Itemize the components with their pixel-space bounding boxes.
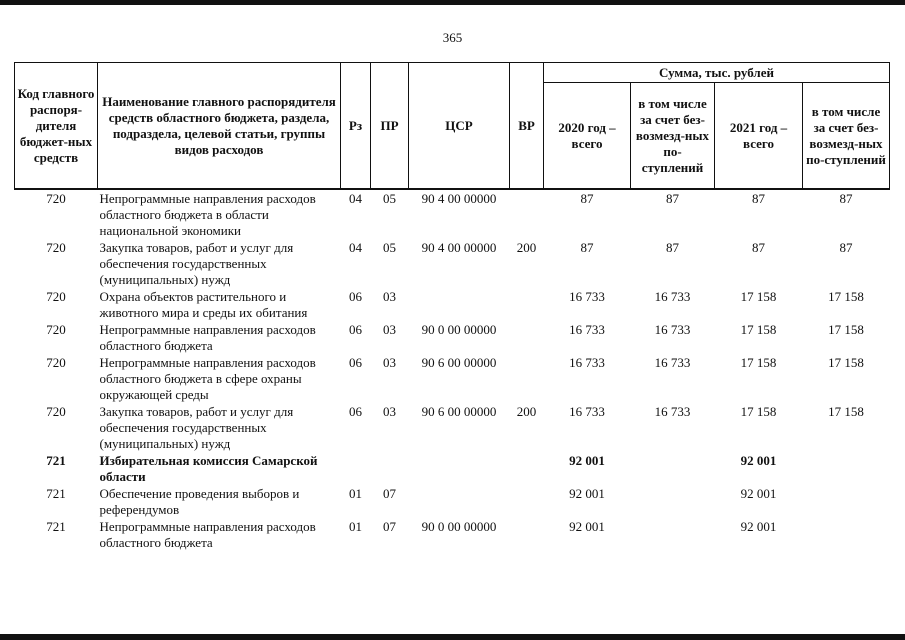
name-cell: Непрограммные направления расходов областного бюджета в сфере охраны окружающей среды bbox=[99, 355, 316, 402]
sum-2021-cell: 92 001 bbox=[740, 519, 777, 534]
rz-cell: 04 bbox=[349, 191, 362, 206]
header-sum: Сумма, тыс. рублей bbox=[544, 63, 890, 83]
budget-table bbox=[14, 62, 890, 551]
code-cell: 720 bbox=[46, 355, 66, 370]
rz-cell: 06 bbox=[349, 322, 362, 337]
rz-cell: 06 bbox=[349, 355, 362, 370]
name-cell: Закупка товаров, работ и услуг для обеспечения государственных (муниципальных) нужд bbox=[99, 404, 294, 451]
rz-cell bbox=[341, 452, 371, 485]
code-cell: 720 bbox=[46, 404, 66, 419]
vr-cell bbox=[510, 321, 544, 354]
sum-2020-incl-cell: 16 733 bbox=[654, 322, 691, 337]
csr-cell bbox=[409, 485, 510, 518]
vr-cell bbox=[510, 452, 544, 485]
table-row bbox=[15, 354, 890, 403]
sum-2020-cell: 87 bbox=[580, 191, 594, 206]
rz-cell: 01 bbox=[349, 519, 362, 534]
sum-2020-incl-cell: 87 bbox=[666, 191, 679, 206]
pr-cell: 07 bbox=[383, 519, 396, 534]
code-cell: 721 bbox=[46, 486, 66, 501]
sum-2020-cell: 92 001 bbox=[569, 453, 605, 468]
header-2020-total: 2020 год – всего bbox=[544, 83, 631, 190]
name-cell: Непрограммные направления расходов областного бюджета bbox=[99, 322, 316, 353]
sum-2021-incl-cell: 17 158 bbox=[828, 289, 864, 304]
table-row bbox=[15, 485, 890, 518]
csr-cell: 90 0 00 00000 bbox=[421, 519, 497, 534]
sum-2021-cell: 17 158 bbox=[740, 289, 777, 304]
csr-cell: 90 0 00 00000 bbox=[421, 322, 497, 337]
pr-cell: 03 bbox=[383, 404, 396, 419]
code-cell: 721 bbox=[46, 519, 66, 534]
table-row bbox=[15, 452, 890, 485]
code-cell: 720 bbox=[46, 322, 66, 337]
pr-cell: 05 bbox=[383, 191, 396, 206]
table-row bbox=[15, 518, 890, 551]
sum-2021-cell: 17 158 bbox=[740, 355, 777, 370]
vr-cell bbox=[510, 518, 544, 551]
code-cell: 720 bbox=[46, 240, 66, 255]
sum-2021-cell: 92 001 bbox=[740, 453, 777, 468]
sum-2021-incl-cell bbox=[803, 518, 890, 551]
header-2020-incl: в том числе за счет без-возмезд-ных по-ступлений bbox=[631, 83, 715, 190]
csr-cell: 90 6 00 00000 bbox=[421, 404, 497, 419]
sum-2021-cell: 92 001 bbox=[740, 486, 777, 501]
code-cell: 720 bbox=[46, 191, 66, 206]
csr-cell: 90 4 00 00000 bbox=[421, 240, 497, 255]
pr-cell: 05 bbox=[383, 240, 396, 255]
name-cell: Непрограммные направления расходов областного бюджета bbox=[99, 519, 316, 550]
vr-cell bbox=[510, 485, 544, 518]
sum-2020-incl-cell bbox=[631, 452, 715, 485]
sum-2020-cell: 16 733 bbox=[569, 289, 605, 304]
pr-cell: 03 bbox=[383, 355, 396, 370]
csr-cell bbox=[409, 288, 510, 321]
name-cell: Непрограммные направления расходов областного бюджета в области национальной экономики bbox=[99, 191, 316, 238]
sum-2020-cell: 87 bbox=[580, 240, 594, 255]
sum-2021-incl-cell bbox=[803, 485, 890, 518]
vr-cell: 200 bbox=[516, 404, 537, 419]
sum-2020-incl-cell: 16 733 bbox=[654, 289, 691, 304]
sum-2021-incl-cell: 87 bbox=[839, 191, 853, 206]
name-cell: Избирательная комиссия Самарской области bbox=[99, 453, 318, 484]
page-number: 365 bbox=[442, 30, 463, 45]
sum-2021-cell: 17 158 bbox=[740, 404, 777, 419]
vr-cell: 200 bbox=[516, 240, 537, 255]
pr-cell: 03 bbox=[383, 289, 396, 304]
table-row bbox=[15, 288, 890, 321]
table-body bbox=[15, 189, 890, 551]
sum-2020-incl-cell bbox=[631, 518, 715, 551]
csr-cell: 90 6 00 00000 bbox=[421, 355, 497, 370]
vr-cell bbox=[510, 189, 544, 239]
sum-2020-incl-cell: 16 733 bbox=[654, 404, 691, 419]
sum-2020-cell: 16 733 bbox=[569, 322, 605, 337]
sum-2021-incl-cell bbox=[803, 452, 890, 485]
pr-cell: 03 bbox=[383, 322, 396, 337]
sum-2020-incl-cell: 16 733 bbox=[654, 355, 691, 370]
bottom-rule bbox=[0, 634, 905, 640]
sum-2020-incl-cell bbox=[631, 485, 715, 518]
vr-cell bbox=[510, 288, 544, 321]
sum-2021-incl-cell: 87 bbox=[839, 240, 853, 255]
header-2021-total: 2021 год – всего bbox=[715, 83, 803, 190]
sum-2021-cell: 87 bbox=[752, 240, 765, 255]
table-row bbox=[15, 189, 890, 239]
sum-2020-cell: 16 733 bbox=[569, 355, 605, 370]
rz-cell: 01 bbox=[349, 486, 362, 501]
sum-2021-cell: 87 bbox=[752, 191, 765, 206]
rz-cell: 04 bbox=[349, 240, 362, 255]
csr-cell bbox=[409, 452, 510, 485]
header-csr: ЦСР bbox=[409, 63, 510, 190]
sum-2021-incl-cell: 17 158 bbox=[828, 404, 864, 419]
header-2021-incl: в том числе за счет без-возмезд-ных по-ступлений bbox=[803, 83, 890, 190]
code-cell: 720 bbox=[46, 289, 66, 304]
table-row bbox=[15, 239, 890, 288]
table-row bbox=[15, 321, 890, 354]
pr-cell bbox=[371, 452, 409, 485]
sum-2020-cell: 92 001 bbox=[569, 519, 605, 534]
csr-cell: 90 4 00 00000 bbox=[421, 191, 497, 206]
code-cell: 721 bbox=[46, 453, 66, 468]
vr-cell bbox=[510, 354, 544, 403]
header-code: Код главного распоря-дителя бюджет-ных средств bbox=[15, 63, 98, 190]
pr-cell: 07 bbox=[383, 486, 396, 501]
top-rule bbox=[0, 0, 905, 5]
sum-2020-cell: 16 733 bbox=[569, 404, 605, 419]
header-pr: ПР bbox=[371, 63, 409, 190]
sum-2020-cell: 92 001 bbox=[569, 486, 605, 501]
name-cell: Охрана объектов растительного и животного мира и среды их обитания bbox=[99, 289, 308, 320]
sum-2020-incl-cell: 87 bbox=[666, 240, 679, 255]
sum-2021-incl-cell: 17 158 bbox=[828, 355, 864, 370]
sum-2021-incl-cell: 17 158 bbox=[828, 322, 864, 337]
table-row bbox=[15, 403, 890, 452]
header-name: Наименование главного распорядителя средств областного бюджета, раздела, подраздела, целевой статьи, группы видов расходов bbox=[98, 63, 341, 190]
name-cell: Закупка товаров, работ и услуг для обеспечения государственных (муниципальных) нужд bbox=[99, 240, 294, 287]
header-vr: ВР bbox=[510, 63, 544, 190]
rz-cell: 06 bbox=[349, 289, 362, 304]
rz-cell: 06 bbox=[349, 404, 362, 419]
header-rz: Рз bbox=[341, 63, 371, 190]
name-cell: Обеспечение проведения выборов и референдумов bbox=[99, 486, 300, 517]
sum-2021-cell: 17 158 bbox=[740, 322, 777, 337]
